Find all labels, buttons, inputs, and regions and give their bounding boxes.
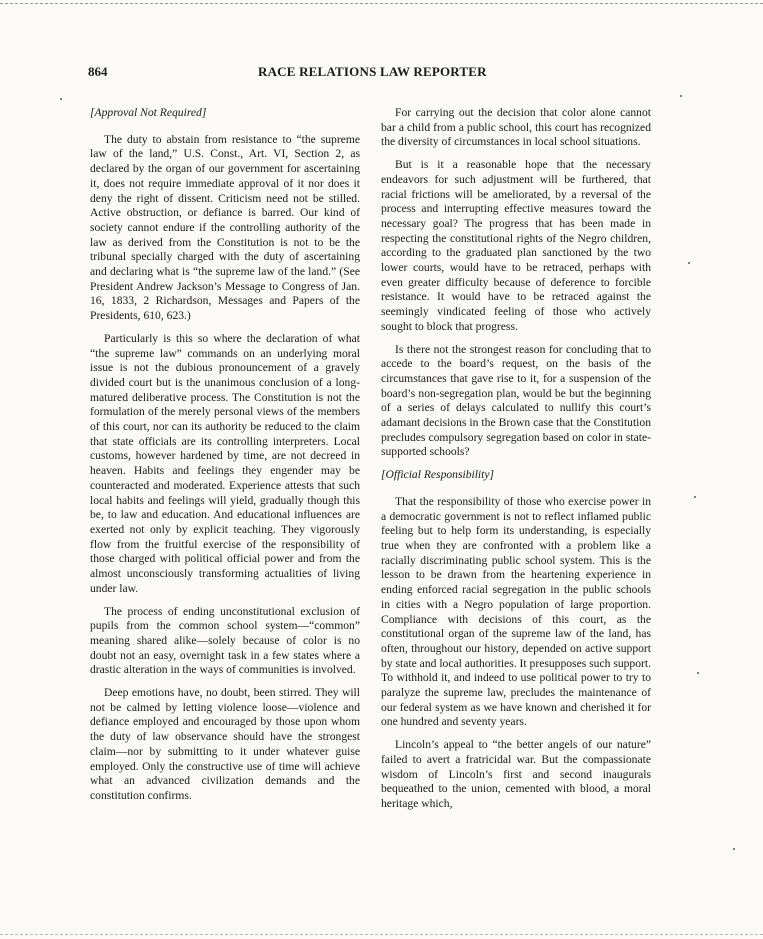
paragraph: That the responsibility of those who exercise power in a democratic government is not to reflect inflamed public feeling but to help form its understanding, is especially true when they are confronted with a problem like a racially discriminating public school system. This is the lesson to be drawn from the heartening experience in ending enforced racial segregation in the public schools in cities with a Negro population of large proportion. Compliance with decisions of this court, as the constitutional organ of the supreme law of the land, has often, throughout our history, depended on active support by state and local authorities. It presupposes such support. To withhold it, and indeed to use political power to try to paralyze the supreme law, precludes the maintenance of our federal system as we have known and cherished it for one hundred and seventy years. [381,494,651,729]
scan-speck [697,672,699,674]
scan-border-bottom [0,934,763,935]
paragraph: Particularly is this so where the declaration of what “the supreme law” commands on an underlying moral issue is not the dubious pronouncement of a gravely divided court but is the unanimous conclusion of a long-matured deliberative process. The Constitution is not the formulation of the merely personal views of the members of this court, nor can its authority be reduced to the claim that state officials are its controlling interpreters. Local customs, however hardened by time, are not decreed in heaven. Habits and feelings they engender may be counteracted and moderated. Experience attests that such local habits and feelings will yield, gradually though this be, to law and education. And educational influences are exerted not only by explicit teaching. They vigorously flow from the fruitful exercise of the responsibility of those charged with political official power and from the almost unconsciously transforming actualities of living under law. [90,331,360,595]
paragraph: Lincoln’s appeal to “the better angels of our nature” failed to avert a fratricidal war. But the compassionate wisdom of Lincoln’s first and second inaugurals bequeathed to the union, cemented with blood, a moral heritage which, [381,738,651,810]
scan-speck [688,262,690,264]
paragraph: The duty to abstain from resistance to “the supreme law of the land,” U.S. Const., Art. VI, Section 2, as declared by the organ of our government for ascertaining it, does not require immediate approval of it nor does it deny the right of dissent. Criticism need not be stilled. Active obstruction, or defiance is barred. Our kind of society cannot endure if the controlling authority of the law as derived from the Constitution is not to be the tribunal specially charged with the duty of ascertaining and declaring what is “the supreme law of the land.” (See President Andrew Jackson’s Message to Congress of Jan. 16, 1833, 2 Richardson, Messages and Papers of the Presidents, 610, 623.) [90,132,360,323]
scan-border-top [0,3,763,4]
paragraph: Is there not the strongest reason for concluding that to accede to the board’s request, on the basis of the circumstances that gave rise to it, for a suspension of the board’s non-segregation plan, would be but the beginning of a series of delays calculated to nullify this court’s adamant decisions in the Brown case that the Constitution precludes compulsory segregation based on color in state-supported schools? [381,342,651,459]
right-column [381,106,651,820]
scan-speck [680,95,682,97]
running-head: RACE RELATIONS LAW REPORTER [258,64,487,79]
subhead-approval-not-required: [Approval Not Required] [90,106,207,119]
left-column [90,106,360,812]
paragraph: The process of ending unconstitutional exclusion of pupils from the common school system—“common” meaning shared alike—solely because of color is no doubt not an easy, overnight task in a few states where a drastic alteration in the ways of communities is involved. [90,604,360,677]
scan-speck [694,496,696,498]
paragraph: For carrying out the decision that color alone cannot bar a child from a public school, this court has recognized the diversity of circumstances in local school situations. [381,106,651,149]
scan-speck [60,98,62,100]
paragraph: Deep emotions have, no doubt, been stirred. They will not be calmed by letting violence loose—violence and defiance employed and encouraged by those upon whom the duty of law observance should have the strongest claim—nor by submitting to it under whatever guise employed. Only the constructive use of time will achieve what an advanced civilization demands and the constitution confirms. [90,686,360,802]
scan-speck [733,848,735,850]
page-header [88,64,688,82]
page-number: 864 [88,64,108,79]
paragraph: But is it a reasonable hope that the necessary endeavors for such adjustment will be furthered, that racial frictions will be ameliorated, by a reversal of the process and interrupting effective measures toward the necessary goal? The progress that has been made in respecting the constitutional rights of the Negro children, according to the graduated plan sanctioned by the two lower courts, would have to be retraced, perhaps with even greater difficulty because of deference to forcible resistance. It would have to be retraced against the seemingly vindicated feeling of those who actively sought to block that progress. [381,158,651,333]
subhead-official-responsibility: [Official Responsibility] [381,468,495,482]
